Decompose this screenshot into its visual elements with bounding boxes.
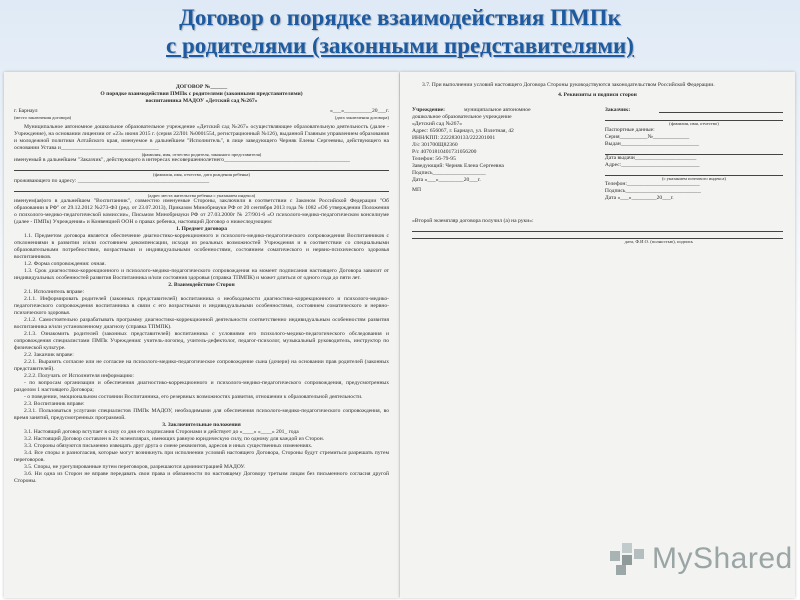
- clause-3-1: 3.1. Настоящий договор вступает в силу со дня его подписания Сторонами и действует до «____» «____» 201_ года: [24, 429, 299, 436]
- contract-page-1: [4, 72, 399, 598]
- clause-1-1: 1.1. Предметом договора является обеспечение диагностико-коррекционного и психолого-медико-педагогического сопровождения Воспитанников с отклонениями в развитии и/или состоянием декомпенсации, исходя из реальных возможностей Учреждения и в соответствии со специальными образовательными потребностями, возрастными и индивидуальными особенностями, состоянием соматического и нервно-психического здоровья воспитанников.: [14, 233, 389, 261]
- second-copy-note: «Второй экземпляр договора получил (а) на руки»:: [412, 218, 534, 225]
- passport-issued: Выдан____________________________: [604, 140, 700, 147]
- customer-address-caption: (с указанием почтового индекса): [661, 175, 726, 181]
- customer-label: Заказчик:: [604, 107, 631, 113]
- executor-line-0: муниципальное автономное: [464, 107, 531, 113]
- executor-line-6: Р/с 40701810401731056200: [412, 149, 477, 155]
- clause-3-4: 3.4. Все споры и разногласия, которые могут возникнуть при исполнении условий настоящего Договора, Стороны будут стремиться разрешать путем переговоров.: [14, 450, 389, 464]
- customer-requisites: [605, 107, 783, 202]
- clause-2-3-1: 2.3.1. Пользоваться услугами специалистов ПМПк МАДОУ, необходимыми для обеспечения психолого-медико-педагогического сопровождения, во время занятий, предусмотренных программой.: [14, 408, 389, 422]
- clause-3-7: 3.7. При выполнении условий настоящего Договора Стороны руководствуются законодательством Российской Федерации.: [422, 82, 715, 88]
- clause-2-2-2: 2.2.2. Получать от Исполнителя информацию:: [24, 373, 134, 380]
- contract-subheading-2: воспитанника МАДОУ «Детский сад №267»: [145, 98, 258, 104]
- contract-date: «___»__________20___г.: [330, 108, 389, 114]
- slide-title-line1: Договор о порядке взаимодействия ПМПк: [179, 5, 621, 30]
- executor-sign-date: Дата «___»_________20___г.: [412, 177, 481, 183]
- customer-phone: Телефон:__________________________: [604, 181, 700, 188]
- contract-page-2: [400, 72, 795, 598]
- customer-sign-date: Дата «___»_________20___г.: [604, 195, 674, 202]
- executor-requisites: [412, 107, 590, 202]
- customer-fio-caption: (фамилия, имя, отчество): [669, 121, 719, 126]
- place-date-row: [14, 108, 389, 115]
- clause-3-6: 3.6. Ни одна из Сторон не вправе передавать свои права и обязанности по настоящему Договору третьим лицам без письменного согласия другой Стороны.: [14, 471, 389, 485]
- intro-paragraph: Муниципальное автономное дошкольное образовательное учреждение «Детский сад №267» осуществляющее образовательную деятельность (далее - Учреждение), на основании лицензии от «23» июня 2015 г. (серия 22Л01 №0001554, регистрационный №126), выданной Главным управлением образования и молодежной политики Алтайского края, именуемое в дальнейшем "Исполнитель", в лице заведующего Черняк Елены Сергеевны, действующего на основании Устава и___________________________________: [14, 123, 389, 151]
- section-2-title: 2. Взаимодействие Сторон: [168, 282, 235, 289]
- executor-line-4: ИНН/КПП: 2222830133/222201001: [412, 135, 496, 141]
- named-paragraph: именуемый в дальнейшем "Заказчик", действующего в интересах несовершеннолетнего_____________________________________________: [14, 157, 350, 164]
- clause-2-2-2b: - о поведении, эмоциональном состоянии Воспитанника, его резервных возможностях развития, отношении к образовательной деятельности.: [24, 394, 363, 401]
- place-caption: (место заключения договора): [14, 115, 72, 120]
- clause-2-1-1: 2.1.1. Информировать родителей (законных представителей) воспитанника о необходимости диагностико-коррекционного и психолого-медико-педагогического сопровождения воспитанника в связи с его возрастными и индивидуальными особенностями, состоянием соматического и нервно-психического здоровья.: [14, 296, 389, 317]
- address-line: проживающего по адресу: _______________________________________________: [14, 177, 210, 184]
- executor-line-7: Телефон: 56-79-95: [412, 156, 456, 162]
- customer-address: Адрес:____________________________: [604, 161, 700, 168]
- signature-caption: дата, Ф.И.О. (полностью), подпись: [624, 239, 693, 245]
- myshared-logo-icon: [608, 539, 648, 579]
- executor-line-2: «Детский сад №267»: [412, 121, 463, 127]
- clause-2-2-1: 2.2.1. Выразить согласие или не согласие на психолого-медико-педагогическое сопровождение сына (дочери) на основании прав родителей (законных представителей).: [14, 359, 389, 373]
- section-4-title: 4. Реквизиты и подписи сторон: [558, 92, 637, 98]
- clause-2-1: 2.1. Исполнитель вправе:: [24, 289, 85, 296]
- clause-3-2: 3.2. Настоящий Договор составлен в 2х экземплярах, имеющих равную юридическую силу, по одному для каждой из Сторон.: [24, 436, 325, 443]
- clause-2-2-2a: - по вопросам организации и обеспечения диагностико-коррекционного и психолого-медико-педагогического сопровождения, предусмотренных разделом 1 настоящего Договора;: [14, 380, 389, 394]
- clause-2-1-3: 2.1.3. Ознакомить родителей (законных представителей) воспитанника с условиями его психолого-медико-педагогического обследования и сопровождения специалистами ПМПк Учреждения: учитель-логопед, учитель-дефектолог, педагог-психолог, музыкальный руководитель, инструктор по физической культуре.: [14, 331, 389, 352]
- date-caption: (дата заключения договора): [334, 115, 389, 120]
- child-fio-caption: (фамилия, имя, отчество, дата рождения ребенка): [153, 172, 250, 178]
- section-3-title: 3. Заключительные положения: [162, 422, 241, 429]
- passport-series: Серия__________№_____________: [604, 133, 690, 140]
- contract-heading: ДОГОВОР №______: [175, 84, 228, 90]
- clause-2-3: 2.3. Воспитанник вправе:: [24, 401, 85, 408]
- clause-3-5: 3.5. Споры, не урегулированные путем переговоров, разрешаются администрацией МАДОУ.: [24, 464, 245, 471]
- contract-subheading: О порядке взаимодействия ПМПк с родителями (законными представителями): [100, 91, 303, 97]
- clause-2-2: 2.2. Заказчик вправе:: [24, 352, 74, 359]
- executor-line-1: дошкольное образовательное учреждение: [412, 114, 512, 120]
- passport-label: Паспортные данные:: [604, 126, 655, 133]
- city: г. Барнаул: [14, 108, 38, 114]
- address-caption: (адрес места жительства ребенка с указанием индекса): [147, 192, 256, 198]
- executor-signature: Подпись___________________: [412, 170, 486, 176]
- clause-3-3: 3.3. Стороны обязуются письменно извещать друг друга о смене реквизитов, адресов и иных существенных изменениях.: [24, 443, 313, 450]
- clause-1-3: 1.3. Срок диагностико-коррекционного и психолого-медико-педагогического сопровождения на момент подписания настоящего Договора зависит от индивидуальных особенностей развития Воспитанника и/или состояния здоровья (справка ТПМПК) и может длиться от одного года до пяти лет.: [14, 268, 389, 282]
- slide-title-line2: с родителями (законными представителями): [166, 33, 634, 58]
- clause-2-1-2: 2.1.2. Самостоятельно разрабатывать программу диагностико-коррекционной деятельности соответственно индивидуальным особенностям развития воспитанника и/или установленному диагнозу (справка ТПМПК).: [14, 317, 389, 331]
- executor-label: Учреждение:: [412, 107, 446, 113]
- executor-line-8: Заведующий: Черняк Елена Сергеевна: [412, 163, 504, 169]
- clause-1-2: 1.2. Форма сопровождения: очная.: [24, 261, 106, 268]
- section-1-title: 1. Предмет договора: [175, 226, 228, 233]
- passport-issue-date: Дата выдачи______________________: [604, 154, 697, 161]
- basis-paragraph: именуем(ая)ого в дальнейшем "Воспитанник", совместно именуемые Стороны, заключили в соответствии с Законом Российской Федерации "Об образовании в РФ" от 29.12.2012 №273-ФЗ (ред. от 23.07.2013), Приказом Минобрнауки РФ от 20 сентября 2013 года № 1082 «Об утверждении Положения о психолого-медико-педагогической комиссии», Письмом Минобрнауки РФ от 27.03.2000г № 27/901-6 «О психолого-медико-педагогическом консилиуме (далее - ПМПк) Учреждения» и Конвенцией ООН о правах ребенка, настоящий Договор о нижеследующем:: [14, 198, 389, 226]
- customer-signature: Подпись___________________________: [604, 188, 701, 195]
- myshared-watermark: [608, 536, 793, 582]
- myshared-text: MyShared: [652, 542, 793, 575]
- slide-title: [0, 4, 800, 60]
- fio-caption: (фамилия, имя, отчество родителя, законного представителя): [141, 151, 262, 157]
- executor-line-3: Адрес: 656067, г. Барнаул, ул. Взлетная, 42: [412, 128, 514, 134]
- stamp-place: МП: [412, 187, 422, 193]
- executor-line-5: Л/с 301700Щ82360: [412, 142, 458, 148]
- requisites-block: [412, 107, 783, 202]
